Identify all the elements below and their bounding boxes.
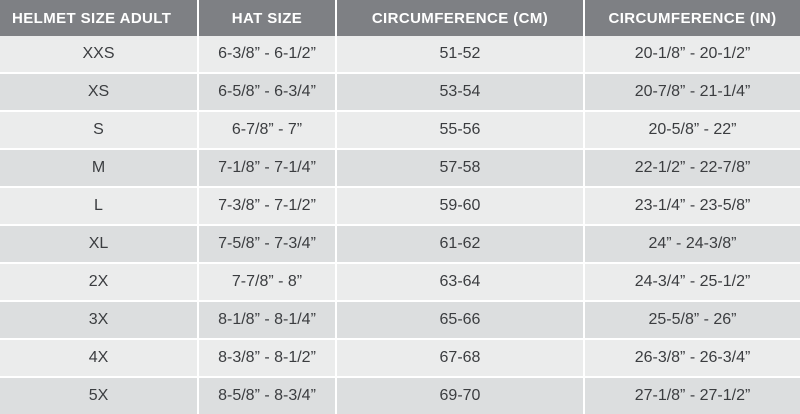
cell-circumference-cm: 53-54 [336, 73, 584, 111]
cell-circumference-cm: 65-66 [336, 301, 584, 339]
cell-circumference-in: 26-3/8” - 26-3/4” [584, 339, 800, 377]
cell-helmet-size: 3X [0, 301, 198, 339]
cell-hat-size: 7-5/8” - 7-3/4” [198, 225, 336, 263]
column-header-hat-size: HAT SIZE [198, 0, 336, 36]
cell-helmet-size: XS [0, 73, 198, 111]
cell-hat-size: 6-7/8” - 7” [198, 111, 336, 149]
cell-helmet-size: 4X [0, 339, 198, 377]
cell-helmet-size: S [0, 111, 198, 149]
table-row [0, 73, 800, 111]
cell-hat-size: 6-3/8” - 6-1/2” [198, 36, 336, 73]
cell-circumference-in: 24-3/4” - 25-1/2” [584, 263, 800, 301]
cell-helmet-size: M [0, 149, 198, 187]
cell-circumference-in: 24” - 24-3/8” [584, 225, 800, 263]
table-row [0, 339, 800, 377]
cell-helmet-size: 5X [0, 377, 198, 414]
column-header-helmet-size-adult: HELMET SIZE ADULT [0, 0, 198, 36]
column-header-circumference-cm: CIRCUMFERENCE (CM) [336, 0, 584, 36]
cell-helmet-size: XL [0, 225, 198, 263]
table-row [0, 111, 800, 149]
cell-circumference-cm: 55-56 [336, 111, 584, 149]
cell-circumference-cm: 63-64 [336, 263, 584, 301]
table-row [0, 225, 800, 263]
cell-hat-size: 8-1/8” - 8-1/4” [198, 301, 336, 339]
cell-helmet-size: 2X [0, 263, 198, 301]
cell-circumference-cm: 69-70 [336, 377, 584, 414]
cell-circumference-cm: 51-52 [336, 36, 584, 73]
table-row [0, 301, 800, 339]
table-body [0, 36, 800, 414]
cell-circumference-cm: 61-62 [336, 225, 584, 263]
cell-circumference-in: 23-1/4” - 23-5/8” [584, 187, 800, 225]
cell-circumference-in: 20-7/8” - 21-1/4” [584, 73, 800, 111]
table-row [0, 36, 800, 73]
cell-helmet-size: XXS [0, 36, 198, 73]
table-row [0, 187, 800, 225]
table-row [0, 263, 800, 301]
cell-hat-size: 7-3/8” - 7-1/2” [198, 187, 336, 225]
cell-hat-size: 7-1/8” - 7-1/4” [198, 149, 336, 187]
cell-circumference-in: 20-5/8” - 22” [584, 111, 800, 149]
table-header-row [0, 0, 800, 36]
cell-circumference-in: 25-5/8” - 26” [584, 301, 800, 339]
column-header-circumference-in: CIRCUMFERENCE (IN) [584, 0, 800, 36]
cell-circumference-cm: 67-68 [336, 339, 584, 377]
cell-hat-size: 8-5/8” - 8-3/4” [198, 377, 336, 414]
cell-hat-size: 7-7/8” - 8” [198, 263, 336, 301]
cell-helmet-size: L [0, 187, 198, 225]
table-row [0, 149, 800, 187]
cell-circumference-cm: 59-60 [336, 187, 584, 225]
cell-hat-size: 6-5/8” - 6-3/4” [198, 73, 336, 111]
table-row [0, 377, 800, 414]
cell-hat-size: 8-3/8” - 8-1/2” [198, 339, 336, 377]
table-header [0, 0, 800, 36]
cell-circumference-in: 22-1/2” - 22-7/8” [584, 149, 800, 187]
cell-circumference-in: 27-1/8” - 27-1/2” [584, 377, 800, 414]
cell-circumference-in: 20-1/8” - 20-1/2” [584, 36, 800, 73]
cell-circumference-cm: 57-58 [336, 149, 584, 187]
